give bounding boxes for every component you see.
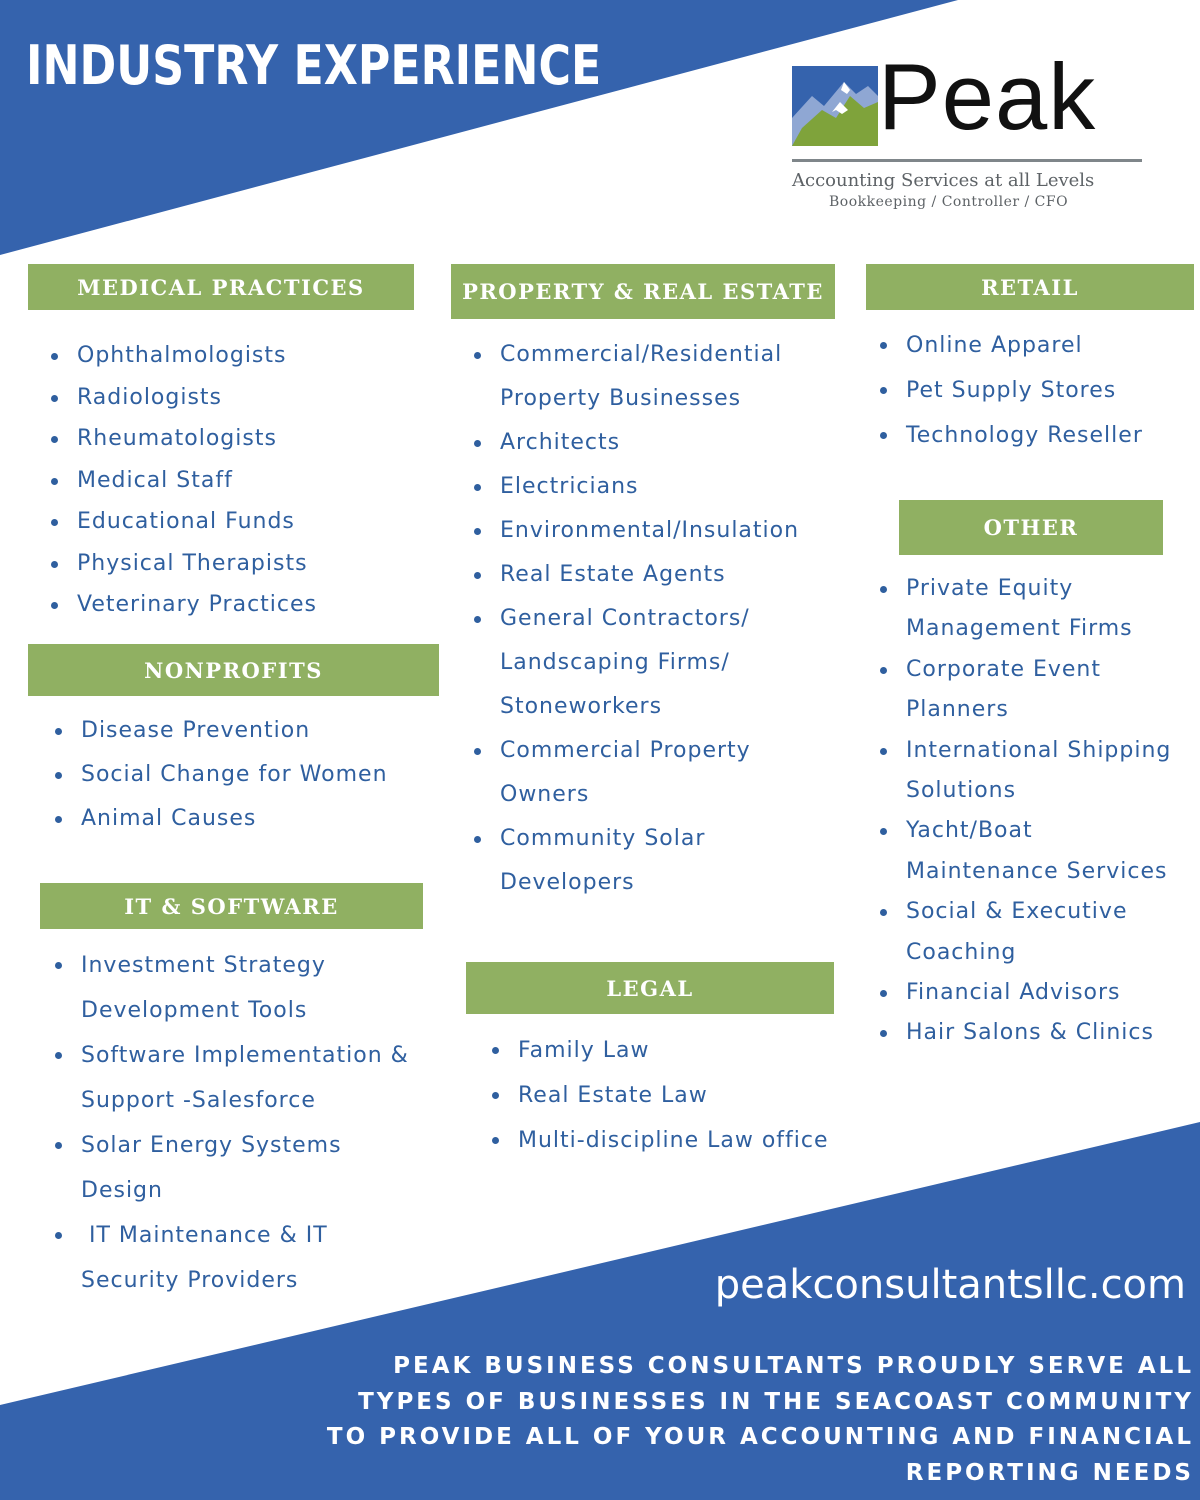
list-item-line: Hair Salons & Clinics <box>906 1020 1154 1046</box>
list-item: Online Apparel <box>878 323 1143 368</box>
nonprofits-list <box>53 709 388 841</box>
page-title: INDUSTRY EXPERIENCE <box>26 34 602 97</box>
list-item-line: Coaching <box>906 939 1017 965</box>
list-item: Veterinary Practices <box>49 584 317 626</box>
list-item-line: Electricians <box>500 474 639 499</box>
list-item <box>472 553 799 597</box>
list-item-line: Investment Strategy <box>81 953 326 978</box>
list-item <box>53 1033 409 1123</box>
list-item <box>53 1123 409 1213</box>
list-item <box>53 943 409 1033</box>
list-item-line: Planners <box>906 697 1009 723</box>
logo-divider <box>792 159 1142 162</box>
list-item: Physical Therapists <box>49 543 317 585</box>
other-heading: OTHER <box>899 500 1163 555</box>
nonprofits-heading: NONPROFITS <box>28 644 439 696</box>
list-item-line: Landscaping Firms/ <box>500 650 730 675</box>
list-item-line: Solar Energy Systems <box>81 1133 342 1158</box>
list-item-line: Security Providers <box>81 1268 299 1293</box>
list-item-line: Development Tools <box>81 998 308 1023</box>
list-item <box>878 811 1171 892</box>
list-item-line: Management Firms <box>906 616 1133 642</box>
list-item-line: Property Businesses <box>500 386 742 411</box>
list-item-line: Real Estate Agents <box>500 562 726 587</box>
legal-heading: LEGAL <box>466 962 834 1014</box>
list-item-line: Financial Advisors <box>906 980 1121 1006</box>
retail-heading: RETAIL <box>866 264 1194 310</box>
list-item: Disease Prevention <box>53 709 388 753</box>
list-item-line: Environmental/Insulation <box>500 518 800 543</box>
website-link[interactable]: peakconsultantsllc.com <box>714 1262 1186 1308</box>
list-item-line: Owners <box>500 782 590 807</box>
list-item-line: Maintenance Services <box>906 858 1168 884</box>
list-item <box>878 731 1171 812</box>
footer-line: TYPES OF BUSINESSES IN THE SEACOAST COMMUNITY <box>358 1388 1194 1415</box>
list-item <box>878 1013 1171 1053</box>
legal-list <box>490 1028 829 1163</box>
list-item <box>472 421 799 465</box>
list-item-line: IT Maintenance & IT <box>81 1223 328 1248</box>
peak-logo <box>792 44 1142 216</box>
medical-heading: MEDICAL PRACTICES <box>28 264 414 310</box>
logo-tagline: Accounting Services at all Levels <box>792 170 1095 191</box>
list-item-line: Architects <box>500 430 621 455</box>
list-item-line: Developers <box>500 870 635 895</box>
it-software-list <box>53 943 409 1303</box>
list-item-line: Community Solar <box>500 826 706 851</box>
it-software-heading: IT & SOFTWARE <box>40 883 423 929</box>
list-item <box>472 465 799 509</box>
list-item: Ophthalmologists <box>49 335 317 377</box>
list-item: Rheumatologists <box>49 418 317 460</box>
list-item: Animal Causes <box>53 797 388 841</box>
list-item <box>53 1213 409 1303</box>
list-item <box>878 892 1171 973</box>
other-list <box>878 569 1171 1054</box>
list-item-line: Support -Salesforce <box>81 1088 316 1113</box>
list-item: Radiologists <box>49 377 317 419</box>
list-item: Medical Staff <box>49 460 317 502</box>
footer-line: REPORTING NEEDS <box>905 1459 1194 1486</box>
list-item <box>878 650 1171 731</box>
list-item: Pet Supply Stores <box>878 368 1143 413</box>
list-item <box>878 569 1171 650</box>
list-item-line: Private Equity <box>906 576 1074 601</box>
property-heading: PROPERTY & REAL ESTATE <box>451 264 835 319</box>
list-item-line: Design <box>81 1178 163 1203</box>
list-item: Social Change for Women <box>53 753 388 797</box>
list-item-line: Social & Executive <box>906 899 1128 925</box>
list-item: Educational Funds <box>49 501 317 543</box>
logo-subline: Bookkeeping / Controller / CFO <box>829 194 1069 210</box>
footer-line: TO PROVIDE ALL OF YOUR ACCOUNTING AND FINANCIAL <box>326 1424 1194 1450</box>
list-item-line: Corporate Event <box>906 656 1101 682</box>
mountain-mark-icon <box>792 66 878 146</box>
list-item-line: Solutions <box>906 778 1017 804</box>
list-item-line: International Shipping <box>906 737 1172 763</box>
list-item: Multi-discipline Law office <box>490 1118 829 1163</box>
list-item-line: Stoneworkers <box>500 694 663 719</box>
footer-statement <box>194 1349 1194 1491</box>
list-item <box>472 729 799 817</box>
list-item: Technology Reseller <box>878 413 1143 458</box>
list-item-line: Commercial Property <box>500 738 751 763</box>
list-item <box>878 973 1171 1013</box>
footer-line: PEAK BUSINESS CONSULTANTS PROUDLY SERVE ALL <box>393 1353 1194 1379</box>
logo-wordmark: Peak <box>878 44 1097 149</box>
list-item-line: Yacht/Boat <box>906 818 1033 844</box>
list-item: Real Estate Law <box>490 1073 829 1118</box>
list-item-line: General Contractors/ <box>500 606 750 631</box>
list-item <box>472 509 799 553</box>
retail-list <box>878 323 1143 458</box>
medical-list <box>49 335 317 626</box>
list-item <box>472 817 799 905</box>
list-item <box>472 597 799 729</box>
property-list <box>472 333 799 905</box>
list-item: Family Law <box>490 1028 829 1073</box>
list-item <box>472 333 799 421</box>
list-item-line: Commercial/Residential <box>500 342 783 367</box>
list-item-line: Software Implementation & <box>81 1043 409 1068</box>
